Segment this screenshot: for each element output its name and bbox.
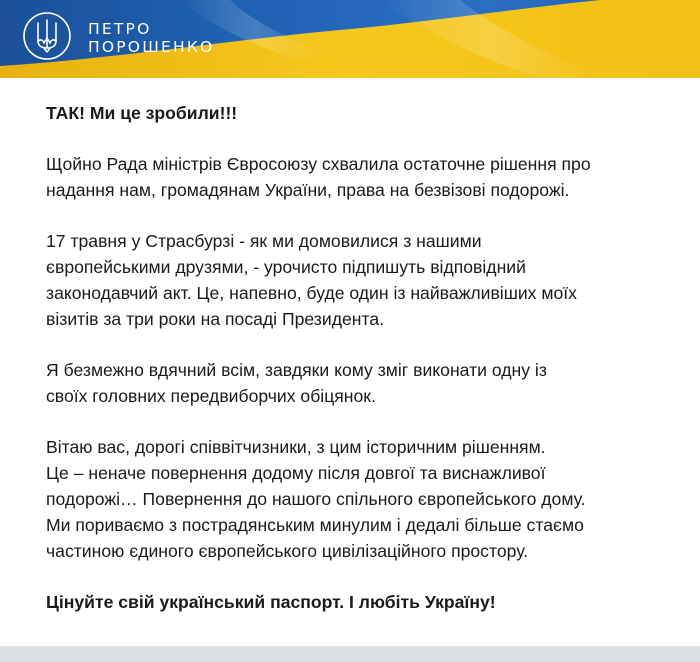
text-line: Вітаю вас, дорогі співвітчизники, з цим історичним рішенням. — [46, 437, 546, 457]
text-line: 17 травня у Страсбурзі - як ми домовилися з нашими — [46, 231, 482, 251]
post-headline — [46, 100, 686, 126]
text-line: візитів за три роки на посаді Президента. — [46, 309, 385, 329]
text-line: Це – неначе повернення додому після довгої та виснажливої — [46, 463, 546, 483]
post-content — [46, 100, 686, 640]
text-line: частиною єдиного європейського цивілізаційного простору. — [46, 541, 529, 561]
text-line: ТАК! Ми це зробили!!! — [46, 103, 238, 123]
brand-first-name: ПЕТРО — [88, 20, 152, 38]
footer-bar — [0, 646, 700, 662]
post-paragraph — [46, 228, 686, 332]
text-line: Щойно Рада міністрів Євросоюзу схвалила остаточне рішення про — [46, 154, 591, 174]
text-line: Я безмежно вдячний всім, завдяки кому зміг виконати одну із — [46, 360, 547, 380]
brand-last-name: ПОРОШЕНКО — [88, 38, 215, 56]
text-line: Ми пориваємо з пострадянським минулим і дедалі більше стаємо — [46, 515, 584, 535]
text-line: європейськими друзями, - урочисто підпишуть відповідний — [46, 257, 526, 277]
text-line: законодавчий акт. Це, напевно, буде один із найважливіших моїх — [46, 283, 577, 303]
flag-header — [0, 0, 700, 78]
post-closing — [46, 589, 686, 615]
text-line: надання нам, громадянам України, права на безвізові подорожі. — [46, 180, 570, 200]
post-paragraph — [46, 434, 686, 564]
text-line: Цінуйте свій український паспорт. І любіть Україну! — [46, 592, 496, 612]
trident-icon — [22, 11, 72, 61]
post-paragraph — [46, 357, 686, 409]
text-line: подорожі… Повернення до нашого спільного європейського дому. — [46, 489, 586, 509]
brand-name — [88, 20, 214, 56]
text-line: своїх головних передвиборчих обіцянок. — [46, 386, 376, 406]
post-paragraph — [46, 151, 686, 203]
